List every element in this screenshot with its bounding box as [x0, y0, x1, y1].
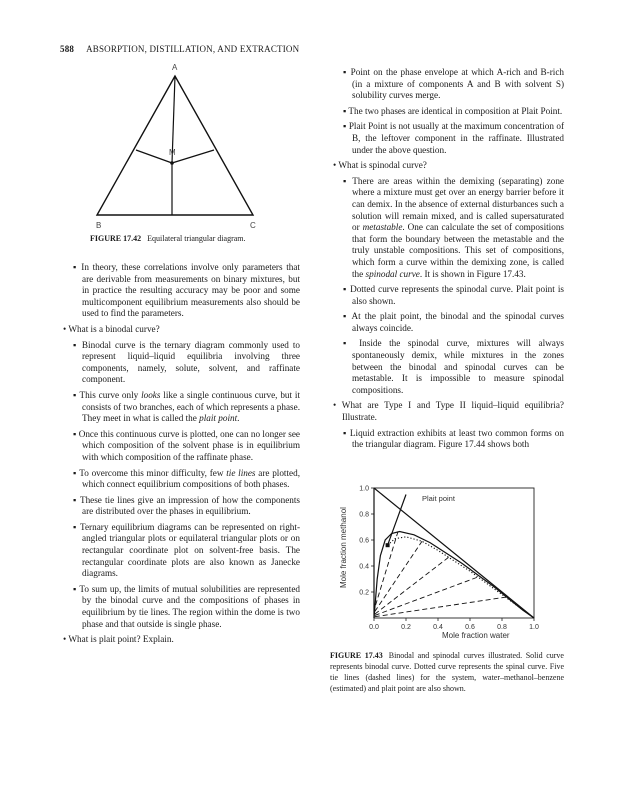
question-types: • What are Type I and Type II liquid–liquid equilibria? Illustrate.: [333, 400, 564, 423]
median-to-ab: [136, 150, 172, 163]
x-tick-label: 0.6: [465, 624, 475, 631]
question-plait: • What is plait point? Explain.: [63, 634, 174, 645]
x-tick-label: 0.4: [433, 624, 443, 631]
series-plait-leader: [388, 495, 406, 546]
vertex-label-b: B: [96, 221, 102, 230]
left-column: [60, 262, 300, 650]
vertex-label-a: A: [172, 63, 178, 72]
y-tick-label: 0.4: [359, 563, 369, 571]
triangle-outline: [97, 76, 253, 215]
tie-line: [375, 576, 480, 615]
right-column: [330, 67, 564, 455]
binodal-spinodal-chart: [330, 480, 564, 645]
y-tick-label: 0.6: [359, 537, 369, 545]
list-item: ▪ Liquid extraction exhibits at least two common forms on the triangular diagram. Figure 17.44 shows both: [343, 427, 564, 450]
y-tick-label: 1.0: [359, 485, 369, 493]
figure-17-43: [330, 480, 564, 645]
x-tick-label: 1.0: [529, 624, 539, 631]
x-tick-label: 0.2: [401, 624, 411, 631]
list-item: ▪ This curve only looks like a single continuous curve, but it consists of two branches, each of which represents a phase. They meet in what is called the plait point.: [73, 389, 300, 424]
figure-17-42: [60, 60, 300, 235]
list-item: ▪ Plait Point is not usually at the maximum concentration of B, the leftover component in the raffinate. Illustrated under the above question.: [343, 121, 565, 155]
list-item: ▪ Binodal curve is the ternary diagram commonly used to represent liquid–liquid equilibria involving three components, namely, solute, solvent, and raffinate component.: [73, 339, 300, 385]
list-item: ▪ At the plait point, the binodal and the spinodal curves always coincide.: [343, 311, 564, 333]
figure-17-43-caption: [330, 650, 564, 694]
tie-line: [375, 597, 505, 617]
list-item: ▪ Point on the phase envelope at which A-rich and B-rich (in a mixture of components A and B with solvent S) solubility curves merge.: [343, 67, 565, 101]
x-axis-label: Mole fraction water: [442, 631, 510, 640]
series-hypotenuse: [374, 488, 534, 618]
list-item: ▪ Once this continuous curve is plotted, one can no longer see which composition of the solvent phase is in equilibrium with which composition of the raffinate phase.: [73, 428, 300, 462]
center-point-m: [170, 161, 174, 165]
y-tick-label: 0.8: [359, 511, 369, 519]
y-axis-label: Mole fraction methanol: [339, 507, 348, 588]
page-number: 588: [60, 44, 75, 54]
figure-17-42-caption: [90, 233, 300, 244]
list-item: ▪ To sum up, the limits of mutual solubilities are represented by the binodal curve and the compositions of phases in equilibrium by tie lines. The region within the dome is two phase and that outside is single phase.: [73, 583, 301, 629]
list-item: ▪ These tie lines give an impression of how the components are distributed over the phases in equilibrium.: [73, 494, 300, 517]
median-to-ac: [172, 150, 214, 163]
caption-text: Equilateral triangular diagram.: [147, 234, 246, 243]
caption-label: FIGURE 17.43: [330, 651, 383, 660]
tie-line: [375, 556, 451, 615]
y-tick-label: 0.2: [359, 589, 369, 597]
center-label-m: M: [169, 148, 176, 157]
plait-point-annotation: Plait point: [422, 494, 455, 503]
x-tick-label: 0.0: [369, 624, 379, 631]
list-item: ▪ Inside the spinodal curve, mixtures will always spontaneously demix, while mixtures in the zones between the binodal and spinodal curves can be metastable. It is impossible to measure spinodal compositions.: [343, 338, 564, 395]
caption-label: FIGURE 17.42: [90, 234, 142, 243]
list-item: ▪ To overcome this minor difficulty, few tie lines are plotted, which connect equilibrium compositions of both phases.: [73, 467, 301, 490]
running-title: ABSORPTION, DISTILLATION, AND EXTRACTION: [86, 44, 300, 54]
running-header: [60, 44, 299, 54]
list-item: ▪ Dotted curve represents the spinodal curve. Plait point is also shown.: [343, 284, 564, 306]
x-tick-label: 0.8: [497, 624, 507, 631]
caption-text: Binodal and spinodal curves illustrated. Solid curve represents binodal curve. Dotted curve represents the spinal curve. Five tie lines (dashed lines) for the system, water–methanol–benzene (estimated) and plait point are also shown.: [330, 651, 564, 693]
vertex-label-c: C: [250, 221, 256, 230]
list-item: ▪ The two phases are identical in composition at Plait Point.: [343, 105, 563, 116]
question-binodal: • What is a binodal curve?: [63, 323, 160, 334]
list-item: ▪ In theory, these correlations involve only parameters that are derivable from measurements on binary mixtures, but in practice the resulting accuracy may be poor and some multicomponent equilibrium measurements also should be used to find the parameters.: [73, 262, 300, 319]
plait-point-marker: [386, 543, 390, 547]
list-item: ▪ Ternary equilibrium diagrams can be represented on right-angled triangular plots or equilateral triangular plots or on rectangular coordinate plot on solvent-free basis. The rectangular coordinate plots are also known as Janecke diagrams.: [73, 521, 301, 579]
question-spinodal: • What is spinodal curve?: [333, 160, 427, 171]
series-spinodal: [388, 537, 534, 618]
list-item: ▪ There are areas within the demixing (separating) zone where a mixture must get over an energy barrier before it can demix. In the absence of external disturbances such a solution will remain mixed, and is called supersaturated or metastable. One can calculate the set of compositions that form the boundary between the metastable and the truly unstable compositions. This set of compositions, which form a curve within the demixing zone, is called the spinodal curve. It is shown in Figure 17.43.: [343, 175, 565, 279]
triangle-diagram: [60, 60, 300, 235]
